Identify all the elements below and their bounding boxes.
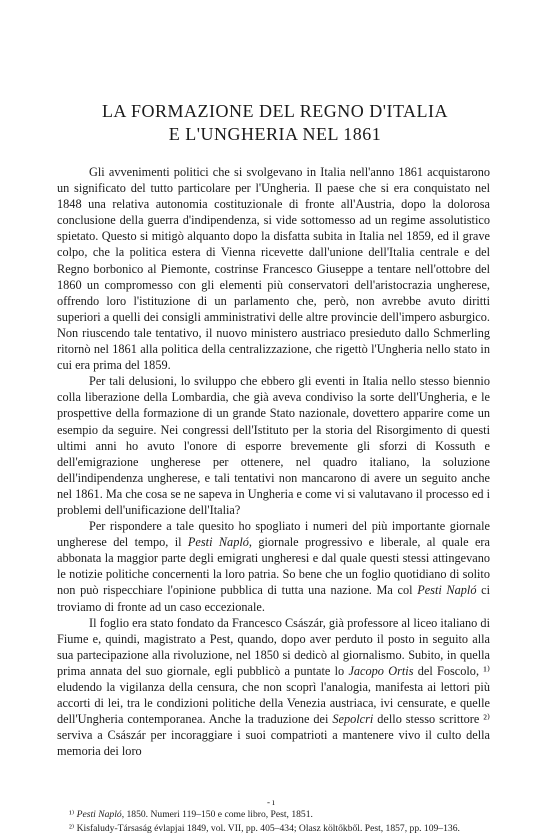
title-line-2: E L'UNGHERIA NEL 1861 <box>0 123 550 146</box>
italic-title: Jacopo Ortis <box>348 664 413 678</box>
paragraph: Per rispondere a tale quesito ho spogliato i numeri del più importante giornale ungherese del tempo, il Pesti Napló, giornale progressivo e liberale, al quale era abbonata la maggior parte degli emigrati ungheresi e dal quale questi stessi attingevano le notizie politiche concernenti la loro patria. So bene che un foglio quotidiano di solito non può rispecchiare l'opinione pubblica di tutta una nazione. Ma col Pesti Napló ci troviamo di fronte ad un caso eccezionale. <box>57 518 490 615</box>
footnote: ²⁾ Kisfaludy-Társaság évlapjai 1849, vol. VII, pp. 405–434; Olasz költőkből. Pest, 1857, pp. 109–136. <box>57 822 490 835</box>
paragraph: Gli avvenimenti politici che si svolgevano in Italia nell'anno 1861 acquistarono un significato del tutto particolare per l'Ungheria. Il paese che si era conquistato nel 1848 una relativa autonomia costituzionale di fronte all'Austria, dopo la dolorosa conclusione della guerra d'indipendenza, si vide sottomesso ad un regime assolutistico spietato. Questo si mitigò alquanto dopo la disfatta subita in Italia nel 1859, ed il grave colpo, che la politica estera di Vienna ricevette dall'unione dell'Italia centrale e del Regno borbonico al Piemonte, costrinse Francesco Giuseppe a tentare nell'ottobre del 1860 un compromesso con gli elementi più conservatori dell'aristocrazia ungherese, offrendo loro l'istituzione di un parlamento che, però, non avrebbe avuto diritti superiori a quelli dei consigli amministrativi delle altre provincie dell'impero asburgico. Non riuscendo tale tentativo, il nuovo ministero austriaco presieduto dallo Schmerling ritornò nel 1861 alla politica della centralizzazione, che rigettò l'Ungheria nello stato in cui era prima del 1859. <box>57 164 490 373</box>
italic-title: Pesti Napló <box>417 583 476 597</box>
page-marker: - ı <box>267 797 275 807</box>
italic-title: Pesti Napló <box>77 809 122 820</box>
paragraph: Il foglio era stato fondato da Francesco Császár, già professore al liceo italiano di Fiume e, quindi, magistrato a Pest, quando, dopo aver perduto il posto in seguito alla sua partecipazione alla rivoluzione, nel 1850 si dedicò al giornalismo. Subito, in quella prima annata del suo giornale, egli pubblicò a puntate lo Jacopo Ortis del Foscolo, ¹⁾ eludendo la vigilanza della censura, che non scoprì l'analogia, manifesta ai lettori più accorti di lei, tra le condizioni politiche della Venezia austriaca, ivi censurate, e quelle dell'Ungheria contemporanea. Anche la traduzione dei Sepolcri dello stesso scrittore ²⁾ serviva a Császár per incoraggiare i suoi compatrioti a mantenere vivo il culto della memoria dei loro <box>57 615 490 760</box>
paragraph: Per tali delusioni, lo sviluppo che ebbero gli eventi in Italia nello stesso biennio colla liberazione della Lombardia, che già aveva condiviso la sorte dell'Ungheria, e le prospettive della formazione di un grande Stato nazionale, dovettero apparire come un esempio da seguire. Nei congressi dell'Istituto per la storia del Risorgimento di questi ultimi anni ho avuto l'onore di esporre brevemente gli sforzi di Kossuth e dell'emigrazione ungherese per ottenere, nel quadro italiano, la soluzione dell'indipendenza ungherese, e tali tentativi non mancarono di avere un seguito anche nel 1861. Ma che cosa se ne sapeva in Ungheria e come vi si valutavano il processo ed i problemi dell'unificazione dell'Italia? <box>57 373 490 518</box>
title-line-1: LA FORMAZIONE DEL REGNO D'ITALIA <box>0 100 550 123</box>
italic-title: Pesti Napló <box>188 535 249 549</box>
italic-title: Sepolcri <box>332 712 373 726</box>
article-title <box>0 100 550 146</box>
footnote: ¹⁾ Pesti Napló, 1850. Numeri 119–150 e come libro, Pest, 1851. <box>57 808 490 822</box>
body-text <box>57 164 490 759</box>
